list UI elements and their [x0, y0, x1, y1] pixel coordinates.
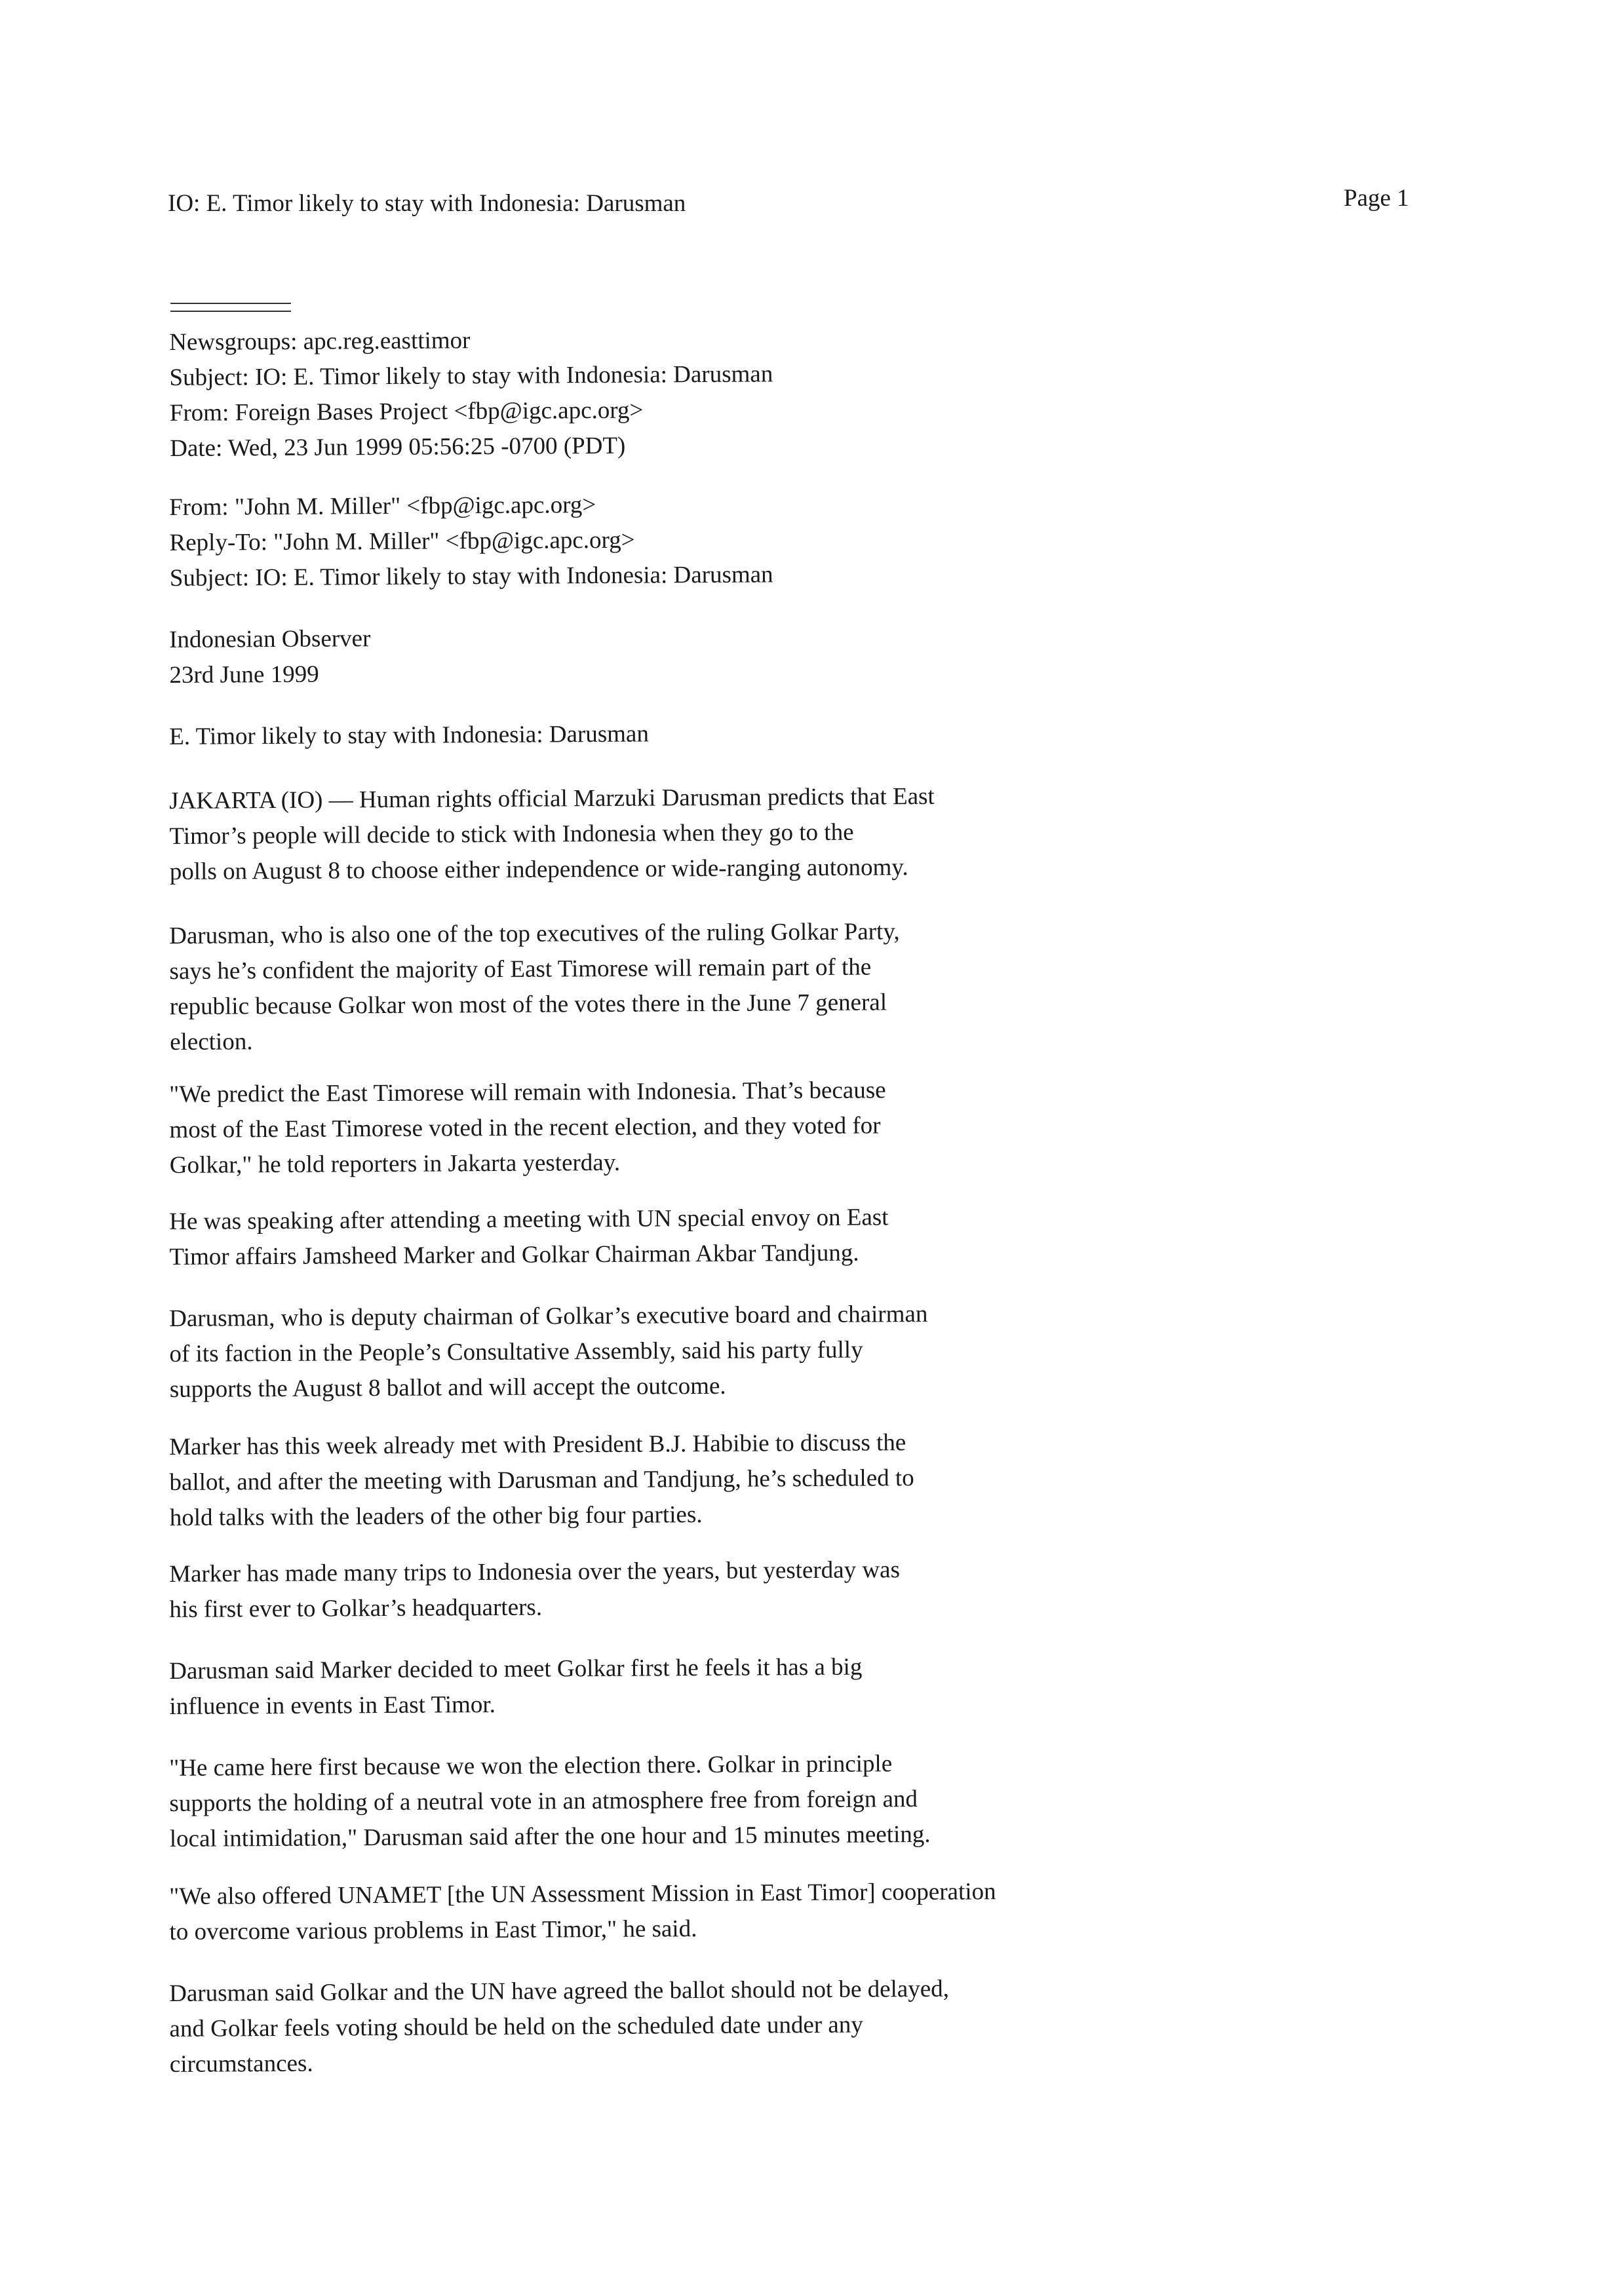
article-paragraph [169, 1073, 886, 1183]
paragraph-line: and Golkar feels voting should be held on the scheduled date under any [169, 2011, 863, 2042]
header-line-date: Date: Wed, 23 Jun 1999 05:56:25 -0700 (PDT) [170, 432, 626, 462]
paragraph-line: hold talks with the leaders of the other big four parties. [169, 1501, 703, 1531]
paragraph-line: "We also offered UNAMET [the UN Assessment Mission in East Timor] cooperation [169, 1878, 996, 1910]
article-paragraph [169, 914, 901, 1060]
page-number: Page 1 [1344, 185, 1409, 212]
article-paragraph [169, 1200, 889, 1275]
paragraph-line: Timor’s people will decide to stick with Indonesia when they go to the [169, 818, 854, 850]
paragraph-line: election. [170, 1028, 253, 1056]
header-line-reply-to: Reply-To: "John M. Miller" <fbp@igc.apc.org> [169, 526, 635, 556]
paragraph-line: to overcome various problems in East Timor," he said. [169, 1915, 697, 1945]
paragraph-line: Golkar," he told reporters in Jakarta yesterday. [169, 1149, 621, 1179]
header-separator [170, 303, 291, 312]
mail-headers [169, 486, 773, 596]
newsgroup-headers [169, 321, 773, 467]
paragraph-line: of its faction in the People’s Consultative Assembly, said his party fully [169, 1336, 863, 1368]
paragraph-line: He was speaking after attending a meeting with UN special envoy on East [169, 1204, 889, 1235]
article-paragraph [169, 779, 935, 890]
source-publication: Indonesian Observer [169, 625, 371, 653]
header-line-subject: Subject: IO: E. Timor likely to stay with Indonesia: Darusman [169, 360, 773, 391]
paragraph-line: Timor affairs Jamsheed Marker and Golkar Chairman Akbar Tandjung. [169, 1239, 859, 1271]
header-line-from: From: Foreign Bases Project <fbp@igc.apc.org> [169, 396, 644, 427]
article-paragraph [169, 1746, 931, 1857]
paragraph-line: "He came here first because we won the election there. Golkar in principle [169, 1750, 893, 1782]
paragraph-line: circumstances. [169, 2050, 313, 2078]
paragraph-line: republic because Golkar won most of the votes there in the June 7 general [169, 989, 887, 1020]
paragraph-line: local intimidation," Darusman said after the one hour and 15 minutes meeting. [169, 1820, 931, 1852]
paragraph-line: Marker has made many trips to Indonesia over the years, but yesterday was [169, 1556, 901, 1588]
header-line-newsgroups: Newsgroups: apc.reg.easttimor [169, 327, 471, 356]
paragraph-line: influence in events in East Timor. [169, 1691, 496, 1720]
paragraph-line: says he’s confident the majority of East Timorese will remain part of the [169, 953, 872, 985]
article-title-block [169, 717, 649, 755]
article-paragraph [169, 1874, 996, 1950]
article-title: E. Timor likely to stay with Indonesia: Darusman [169, 720, 650, 750]
article-paragraph [169, 1972, 950, 2082]
paragraph-line: polls on August 8 to choose either independence or wide-ranging autonomy. [169, 854, 908, 885]
source-date: 23rd June 1999 [169, 660, 319, 689]
paragraph-line: Marker has this week already met with President B.J. Habibie to discuss the [169, 1429, 906, 1461]
article-paragraph [169, 1650, 863, 1725]
article-paragraph [169, 1425, 914, 1536]
source-block [169, 621, 371, 693]
header-line-subject: Subject: IO: E. Timor likely to stay with Indonesia: Darusman [169, 561, 773, 592]
paragraph-line: supports the August 8 ballot and will accept the outcome. [169, 1372, 726, 1403]
paragraph-line: Darusman, who is also one of the top executives of the ruling Golkar Party, [169, 918, 900, 949]
paragraph-line: his first ever to Golkar’s headquarters. [169, 1594, 543, 1623]
paragraph-line: JAKARTA (IO) — Human rights official Marzuki Darusman predicts that East [169, 782, 935, 814]
article-paragraph [169, 1552, 900, 1628]
header-line-from: From: "John M. Miller" <fbp@igc.apc.org> [169, 491, 596, 521]
paragraph-line: "We predict the East Timorese will remain with Indonesia. That’s because [169, 1077, 886, 1108]
document-title: IO: E. Timor likely to stay with Indonesia: Darusman [168, 190, 686, 217]
paragraph-line: Darusman, who is deputy chairman of Golkar’s executive board and chairman [169, 1300, 928, 1332]
paragraph-line: supports the holding of a neutral vote in an atmosphere free from foreign and [169, 1786, 918, 1817]
paragraph-line: ballot, and after the meeting with Darusman and Tandjung, he’s scheduled to [169, 1464, 914, 1496]
paragraph-line: Darusman said Marker decided to meet Golkar first he feels it has a big [169, 1653, 863, 1685]
paragraph-line: Darusman said Golkar and the UN have agreed the ballot should not be delayed, [169, 1975, 950, 2007]
article-paragraph [169, 1297, 928, 1407]
paragraph-line: most of the East Timorese voted in the recent election, and they voted for [169, 1112, 881, 1143]
